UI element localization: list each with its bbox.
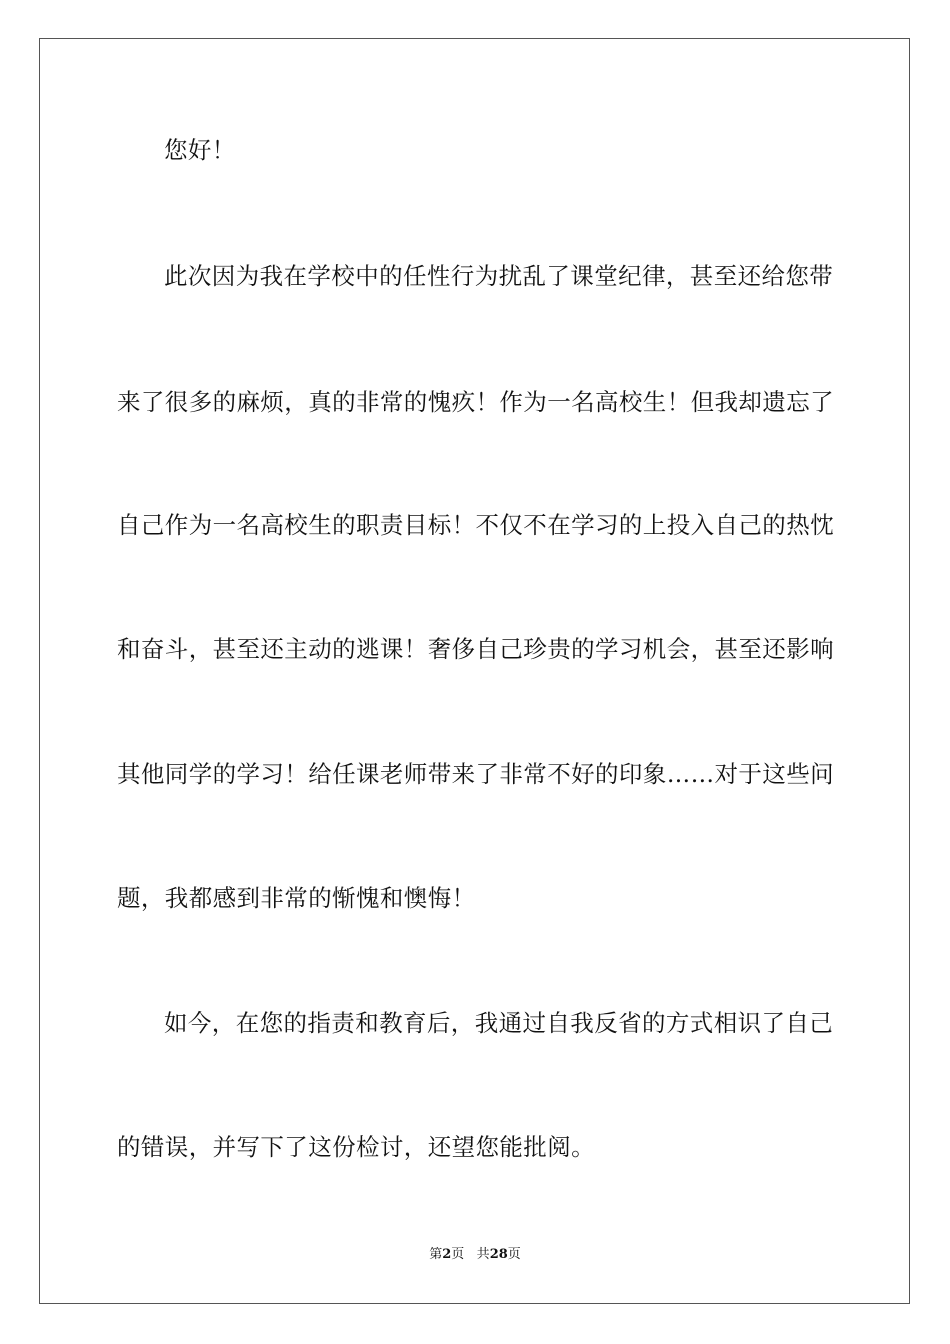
footer-page-number: 2 [442,1247,452,1262]
letter-line-4: 和奋斗，甚至还主动的逃课！奢侈自己珍贵的学习机会，甚至还影响 [117,635,834,663]
letter-line-1: 此次因为我在学校中的任性行为扰乱了课堂纪律，甚至还给您带 [164,262,834,290]
letter-line-8: 的错误，并写下了这份检讨，还望您能批阅。 [117,1133,595,1161]
footer-total-pages: 28 [489,1247,508,1262]
letter-line-6: 题，我都感到非常的惭愧和懊悔！ [117,884,476,912]
footer-page-suffix: 页 [451,1247,465,1262]
page-border [39,38,910,1304]
letter-line-2: 来了很多的麻烦，真的非常的愧疚！作为一名高校生！但我却遗忘了 [117,388,834,416]
page-footer [0,1246,950,1264]
footer-total-suffix: 页 [507,1247,521,1262]
letter-line-7: 如今，在您的指责和教育后，我通过自我反省的方式相识了自己 [164,1009,834,1037]
letter-greeting: 您好！ [164,136,236,164]
footer-page-prefix: 第 [429,1247,443,1262]
footer-total-prefix: 共 [476,1247,490,1262]
letter-line-5: 其他同学的学习！给任课老师带来了非常不好的印象……对于这些问 [117,760,834,788]
letter-line-3: 自己作为一名高校生的职责目标！不仅不在学习的上投入自己的热忱 [117,511,834,539]
